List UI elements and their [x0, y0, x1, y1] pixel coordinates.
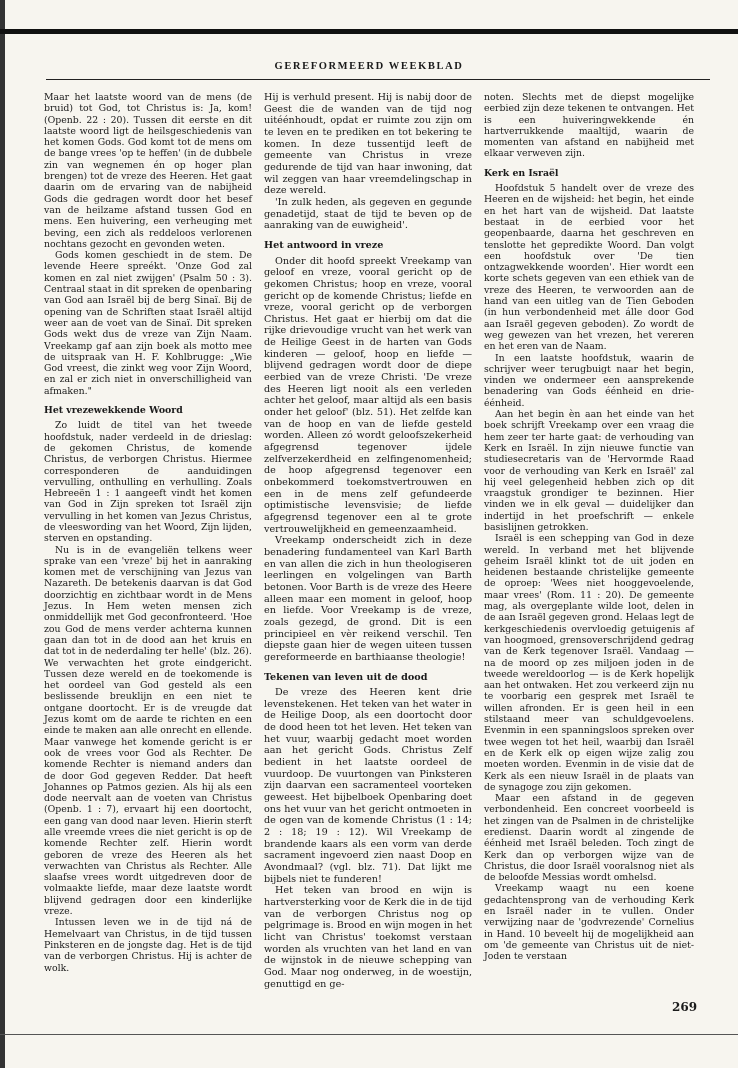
- paragraph: De vreze des Heeren kent drie levenstekenen. Het teken van het water in de Heilige Doop, als een doortocht door de dood heen tot het leven. Het teken van het vuur, waarbij gedacht moet worden aan het gericht Gods. Christus Zelf bedient in het laatste oordeel de vuurdoop. De vuurtongen van Pinksteren zijn daarvan een sacramenteel voorteken geweest. Het bijbelboek Openbaring doet ons het vuur van het gericht ontmoeten in de ogen van de komende Christus (1 : 14; 2 : 18; 19 : 12). Wil Vreekamp de brandende kaars als een vorm van derde sacrament ingevoerd zien naast Doop en Avondmaal? (vgl. blz. 71). Dat lijkt me bijbels niet te funderen!: [264, 687, 472, 885]
- column-1: [44, 92, 252, 974]
- paragraph: Maar het laatste woord van de mens (de bruid) tot God, tot Christus is: Ja, kom! (Openb. 22 : 20). Tussen dit eerste en dit laatste woord ligt de heilsgeschiedenis van het komen Gods. God komt tot de mens om de bange vrees 'op te heffen' (in de dubbele zin van wegnemen én op hoger plan brengen) tot de vreze des Heeren. Het gaat daarin om de ervaring van de nabijheid Gods die gedragen wordt door het besef van de heilzame afstand tussen God en mens. Een huivering, een verheuging met beving, een zich als reddeloos verlorenen nochtans gezocht en gevonden weten.: [44, 92, 252, 250]
- paragraph: Israël is een schepping van God in deze wereld. In verband met het blijvende geheim Israël klinkt tot de uit joden en heidenen bestaande christelijke gemeente de oproep: 'Wees niet hooggevoelende, maar vrees' (Rom. 11 : 20). De gemeente mag, als overgeplante wilde loot, delen in de aan Israël gegeven grond. Helaas legt de kerkgeschiedenis overvloedig getuigenis af van hoogmoed, grensoverschrijdend gedrag van de Kerk tegenover Israël. Vandaag — na de moord op zes miljoen joden in de tweede wereldoorlog — is de Kerk hopelijk aan het ontwaken. Het zou verkeerd zijn nu te voorbarig een gesprek met Israël te willen afronden. Er is geen heil in een stilstaand meer van schuldgevoelens. Evenmin in een spanningsloos spreken over twee wegen tot het heil, waarbij dan Israël en de Kerk elk op eigen wijze zalig zou moeten worden. Evenmin in de visie dat de Kerk als een nieuw Israël in de plaats van de synagoge zou zijn gekomen.: [484, 533, 694, 793]
- paragraph: Vreekamp waagt nu een koene gedachtensprong van de verhouding Kerk en Israël nader in te vullen. Onder verwijzing naar de 'godvrezende' Cornelius in Hand. 10 beveelt hij de mogelijkheid aan om 'de gemeente van Christus uit de niet-Joden te verstaan: [484, 883, 694, 963]
- paragraph: Het teken van brood en wijn is hartversterking voor de Kerk die in de tijd van de verborgen Christus nog op pelgrimage is. Brood en wijn mogen in het licht van Christus' toekomst verstaan worden als vruchten van het land en van de wijnstok in de nieuwe schepping van God. Maar nog onderweg, in de woestijn, genuttigd en ge-: [264, 885, 472, 990]
- section-heading: Tekenen van leven uit de dood: [264, 671, 428, 683]
- paragraph: noten. Slechts met de diepst mogelijke eerbied zijn deze tekenen te ontvangen. Het is een huiveringwekkende én hartverrukkende maaltijd, waarin de momenten van afstand en nabijheid met elkaar verweven zijn.: [484, 92, 694, 160]
- column-3: [484, 92, 694, 963]
- paragraph: Vreekamp onderscheidt zich in deze benadering fundamenteel van Karl Barth en van allen die zich in hun theologiseren leerlingen en volgelingen van Barth betonen. Voor Barth is de vreze des Heere alleen maar een moment in geloof, hoop en liefde. Voor Vreekamp is de vreze, zoals gezegd, de grond. Dit is een principieel en vèr reikend verschil. Ten diepste gaan hier de wegen uiteen tussen gereformeerde en barthiaanse theologie!: [264, 535, 472, 663]
- scan-left-edge: [0, 0, 5, 1068]
- section-heading: Het vrezewekkende Woord: [44, 405, 183, 417]
- paragraph: In een laatste hoofdstuk, waarin de schrijver weer terugbuigt naar het begin, vinden we ondermeer een aansprekende benadering van Gods éénheid en drie-éénheid.: [484, 352, 694, 409]
- paragraph: Zo luidt de titel van het tweede hoofdstuk, nader verdeeld in de drieslag: de gekomen Christus, de komende Christus, de verborgen Christus. Hiermee corresponderen de aanduidingen vervulling, onthulling en verhulling. Zoals Hebreeën 1 : 1 aangeeft vindt het komen van God in Zijn spreken tot Israël zijn vervulling in het komen van Jezus Christus, de vleeswording van het Woord, Zijn lijden, sterven en opstanding.: [44, 420, 252, 545]
- paragraph: Onder dit hoofd spreekt Vreekamp van geloof en vreze, vooral gericht op de gekomen Christus; hoop en vreze, vooral gericht op de komende Christus; liefde en vreze, vooral gericht op de verborgen Christus. Het gaat er hierbij om dat die rijke drievoudige vrucht van het werk van de Heilige Geest in de harten van Gods kinderen — geloof, hoop en liefde — blijvend gedragen wordt door de diepe eerbied van de vreze Christi. 'De vreze des Heeren ligt nooit als een verleden achter het geloof, maar altijd als een basis onder het geloof' (blz. 51). Het zelfde kan van de hoop en van de liefde gesteld worden. Alleen zó wordt geloofszekerheid afgegrensd tegenover ijdele zelfverzekerdheid en zelfingenomenheid; de hoop afgegrensd tegenover een onbekommerd toekomstvertrouwen en een in de mens zelf gefundeerde optimistische levensvisie; de liefde afgegrensd tegenover een al te grote vertrouwelijkheid en gemeenzaamheid.: [264, 255, 472, 535]
- running-header: GEREFORMEERD WEEKBLAD: [274, 61, 464, 72]
- paragraph: Hij is verhuld present. Hij is nabij door de Geest die de wanden van de tijd nog uitéénhoudt, opdat er ruimte zou zijn om te leven en te prediken en tot bekering te komen. In deze tussentijd leeft de gemeente van Christus in vreze gedurende de tijd van haar inwoning, dat wil zeggen van haar vreemdelingschap in deze wereld.: [264, 92, 472, 197]
- paragraph: Intussen leven we in de tijd ná de Hemelvaart van Christus, in de tijd tussen Pinksteren en de jongste dag. Het is de tijd van de verborgen Christus. Hij is achter de wolk.: [44, 917, 252, 974]
- bottom-rule: [0, 1034, 738, 1035]
- paragraph: 'In zulk heden, als gegeven en gegunde genadetijd, staat de tijd te beven op de aanraking van de euwigheid'.: [264, 196, 472, 232]
- paragraph: Aan het begin èn aan het einde van het boek schrijft Vreekamp over een vraag die hem zeer ter harte gaat: de verhouding van Kerk en Israël. In zijn nieuwe functie van studiesecretaris van de 'Hervormde Raad voor de verhouding van Kerk en Israël' zal hij veel gelegenheid hebben zich op dit vraagstuk grondiger te bezinnen. Hier vinden we in elk geval — duidelijker dan indertijd in het proefschrift — enkele basislijnen getrokken.: [484, 409, 694, 533]
- paragraph: Hoofdstuk 5 handelt over de vreze des Heeren en de wijsheid: het begin, het einde en het hart van de wijsheid. Dat laatste bestaat in de eerbied voor het geopenbaarde, daarna het geschreven en tenslotte het gepredikte Woord. Dan volgt een hoofdstuk over 'De tien ontzagwekkende woorden'. Hier wordt een korte schets gegeven van een ethiek van de vreze des Heeren, te verwoorden aan de hand van een uitleg van de Tien Geboden (in hun verbondenheid met álle door God aan Israël gegeven geboden). Zo wordt de weg gewezen van het vrezen, het vereren en het eren van de Naam.: [484, 183, 694, 353]
- paragraph: Maar een afstand in de gegeven verbondenheid. Een concreet voorbeeld is het zingen van de Psalmen in de christelijke eredienst. Daarin wordt al zingende de éénheid met Israël beleden. Toch zingt de Kerk dan op verborgen wijze van de Christus, die door Israël vooralsnog niet als de beloofde Messias wordt omhelsd.: [484, 793, 694, 884]
- section-heading: Het antwoord in vreze: [264, 239, 384, 251]
- paragraph: We verwachten het grote eindgericht. Tussen deze wereld en de toekomende is het oordeel van God gesteld als een beslissende breuklijn en een niet te ontgane doortocht. Er is de vreugde dat Jezus komt om de aarde te richten en een einde te maken aan alle onrecht en ellende. Maar vanwege het komende gericht is er ook de vrees voor God als Rechter. De komende Rechter is niemand anders dan de door God gegeven Redder. Dat heeft Johannes op Patmos gezien. Als hij als een dode neervalt aan de voeten van Christus (Openb. 1 : 7), ervaart hij een doortocht, een gang van dood naar leven. Hierin sterft alle vreemde vrees die niet gericht is op de komende Rechter zelf. Hierin wordt geboren de vreze des Heeren als het verwachten van Christus als Rechter. Alle slaafse vrees wordt uitgedreven door de volmaakte liefde, maar deze laatste wordt blijvend gedragen door een kinderlijke vreze.: [44, 657, 252, 918]
- paragraph: Gods komen geschiedt in de stem. De levende Heere spreékt. 'Onze God zal komen en zal niet zwijgen' (Psalm 50 : 3). Centraal staat in dit spreken de openbaring van God aan Israël bij de berg Sinaï. Bij de opening van de Schriften staat Israël altijd weer aan de voet van de Sinaï. Dit spreken Gods wekt dus de vreze van Zijn Naam. Vreekamp gaf aan zijn boek als motto mee de uitspraak van H. F. Kohlbrugge: „Wie God vreest, die zinkt weg voor Zijn Woord, en zal er zich niet in onverschilligheid van afmaken.": [44, 250, 252, 397]
- page-number: 269: [672, 1000, 698, 1014]
- section-heading: Kerk en Israël: [484, 167, 559, 179]
- paragraph: Nu is in de evangeliën telkens weer sprake van een 'vreze' bij het in aanraking komen met de verschijning van Jezus van Nazareth. De betekenis daarvan is dat God doorzichtig en zichtbaar wordt in de Mens Jezus. In Hem weten mensen zich onmiddellijk met God geconfronteerd. 'Hoe zou God de mens verder achterna kunnen gaan dan tot in de dood aan het kruis en dat tot in de nederdaling ter helle' (blz. 26).: [44, 544, 252, 658]
- column-2: [264, 92, 472, 990]
- scan-top-bar: [0, 29, 738, 34]
- header-rule: [46, 79, 710, 80]
